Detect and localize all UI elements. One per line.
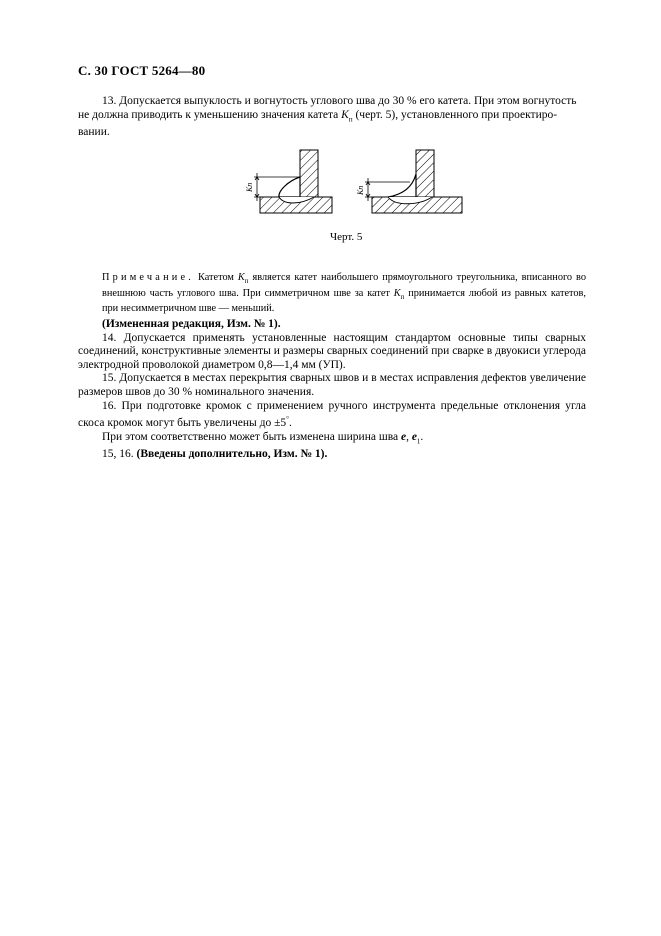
left-weld-detail xyxy=(245,150,332,213)
right-vertical-plate xyxy=(416,150,434,197)
left-dim-label: Кп xyxy=(245,182,254,192)
clause-13 xyxy=(78,95,586,140)
page-header: С. 30 ГОСТ 5264—80 xyxy=(78,63,206,78)
amendment-note-2: 15, 16. (Введены дополнительно, Изм. № 1). xyxy=(102,448,328,461)
clause-13-line-3: вании. xyxy=(78,126,110,139)
figure-caption: Черт. 5 xyxy=(330,231,363,243)
right-weld-detail xyxy=(356,150,462,213)
note xyxy=(78,272,586,316)
amendment-note-1: (Измененная редакция, Изм. № 1). xyxy=(102,318,281,330)
left-vertical-plate xyxy=(300,150,318,197)
right-dim-label: Кп xyxy=(356,185,365,195)
note-paragraph: Примечание. Катетом $K_п$ является катет наибольшего прямоугольного треугольника, вписанного во внешнюю часть углового шва. При симметричном шве за катет $K_п$ принимается любой из равных катетов, при несимметричном шве — меньший. xyxy=(102,272,586,315)
clause-13-line-1: 13. Допускается выпуклость и вогнутость углового шва до 30 % его катета. При этом вогнутость xyxy=(102,95,577,107)
left-weld-bead xyxy=(279,177,300,197)
clause-13-line-2: не должна приводить к уменьшению значения катета $K_п$ (черт. 5), установленного при проектиро- xyxy=(78,108,558,123)
clause-14: 14. Допускается применять установленные настоящим стандартом основные типы сварных соединений, конструктивные элементы и размеры сварных соединений при сварке в двуокиси углерода электродной проволокой диаметром 0,8—1,4 мм (УП). xyxy=(78,331,586,371)
figure-5-drawing xyxy=(220,147,470,227)
clause-16: 16. При подготовке кромок с применением ручного инструмента предельные отклонения угла скоса кромок могут быть увеличены до ±5°. xyxy=(78,399,586,429)
right-weld-bead xyxy=(388,174,416,197)
note-title: Примечание. xyxy=(102,272,195,283)
k-symbol: K xyxy=(341,108,349,121)
clause-16-continuation: При этом соответственно может быть изменена ширина шва e, $e_1$. xyxy=(102,430,424,445)
clause-15: 15. Допускается в местах перекрытия сварных швов и в местах исправления дефектов увеличение размеров швов до 30 % номинального значения. xyxy=(78,372,586,398)
main-clauses xyxy=(78,318,586,462)
